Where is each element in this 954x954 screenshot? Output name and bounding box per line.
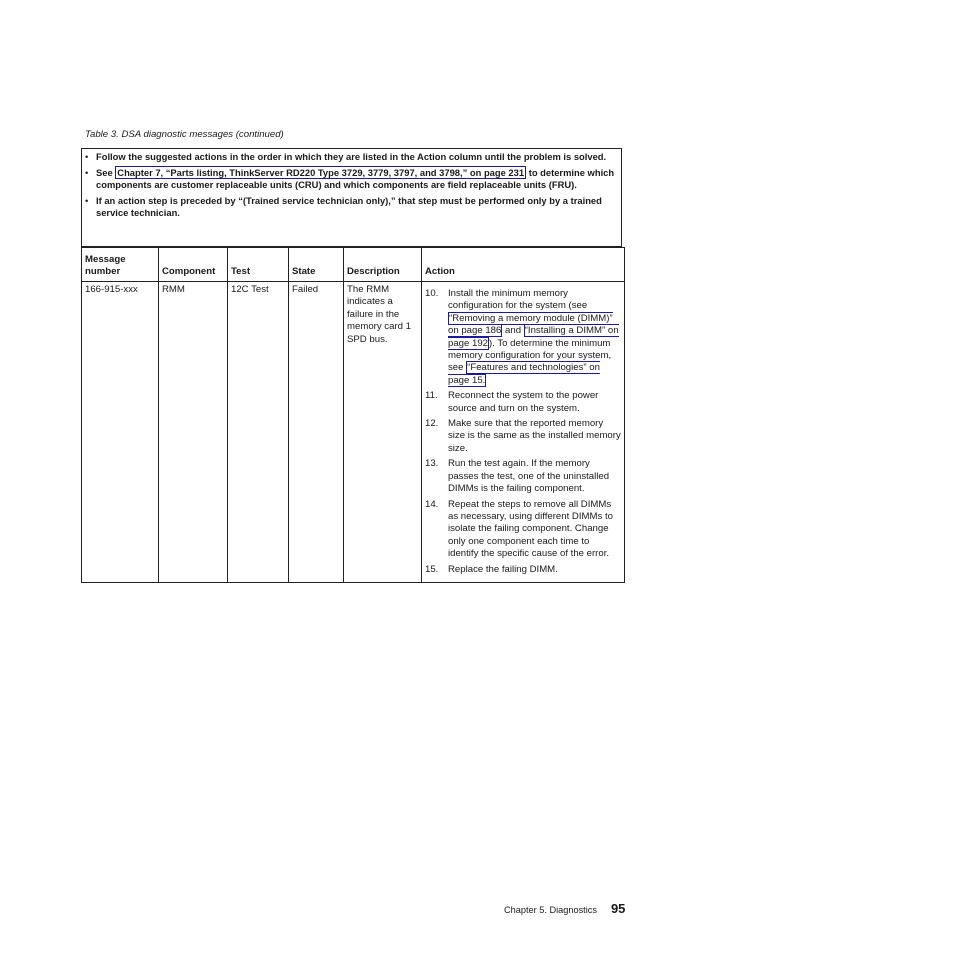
note-text: See [96,166,116,178]
header-description: Description [344,248,422,282]
header-test: Test [228,248,289,282]
action-step [425,458,621,495]
step-number: 15. [425,563,439,575]
step-text: Reconnect the system to the power source and turn on the system. [448,390,599,414]
cell-component: RMM [159,282,228,583]
cell-action [422,282,625,583]
action-step [425,390,621,415]
action-step [425,499,621,561]
action-step [425,418,621,455]
removing-dimm-link[interactable]: “Removing a memory module (DIMM)” on page 186 [448,312,613,337]
installing-dimm-link[interactable]: “Installing a DIMM” on page 192 [448,325,619,349]
chapter-label: Chapter 5. Diagnostics [504,905,597,915]
note-item: • If an action step is preceded by “(Trained service technician only),” that step must be performed only by a trained service technician. [85,195,617,220]
chapter-7-link[interactable]: Chapter 7, “Parts listing, ThinkServer RD220 Type 3729, 3779, 3797, and 3798,” on page 231 [117,166,525,178]
step-text: Replace the failing DIMM. [448,563,558,575]
features-link[interactable]: “Features and technologies” on page 15. [448,362,600,386]
step-text: Install the minimum memory configuration for the system (see [448,288,588,312]
step-number: 10. [425,288,439,299]
step-number: 12. [425,418,439,430]
action-step [425,564,621,576]
cell-description: The RMM indicates a failure in the memory card 1 SPD bus. [344,282,422,583]
header-component: Component [159,248,228,282]
header-message-number: Message number [82,248,159,282]
step-number: 13. [425,458,439,470]
cell-message-number: 166-915-xxx [82,282,159,583]
cell-test: 12C Test [228,282,289,583]
table-notes [81,148,622,247]
action-steps [425,284,621,576]
note-item [85,167,617,192]
step-text: and [502,325,524,337]
step-number: 14. [425,498,439,510]
table-row [82,282,625,583]
step-text: Repeat the steps to remove all DIMMs as necessary, using different DIMMs to isolate the failing component. Change only one component each time to identify the specific cause of the error. [448,498,613,560]
dsa-messages-table [81,247,625,583]
step-text: ). To determine the minimum memory configuration for your system, see [448,337,612,374]
step-text: Make sure that the reported memory size is the same as the installed memory size. [448,418,621,454]
page-footer [504,901,625,916]
header-action: Action [422,248,625,282]
note-item: • Follow the suggested actions in the order in which they are listed in the Action column until the problem is solved. [85,151,617,164]
table-caption: Table 3. DSA diagnostic messages (continued) [85,129,284,140]
page-number: 95 [610,901,626,916]
note-text: to determine which components are customer replaceable units (CRU) and which components are field replaceable units (FRU). [96,166,615,191]
header-state: State [289,248,344,282]
cell-state: Failed [289,282,344,583]
table-header-row [82,248,625,282]
step-text: Run the test again. If the memory passes the test, one of the uninstalled DIMMs is the failing component. [448,458,610,495]
step-number: 11. [425,390,438,402]
action-step [425,288,621,387]
